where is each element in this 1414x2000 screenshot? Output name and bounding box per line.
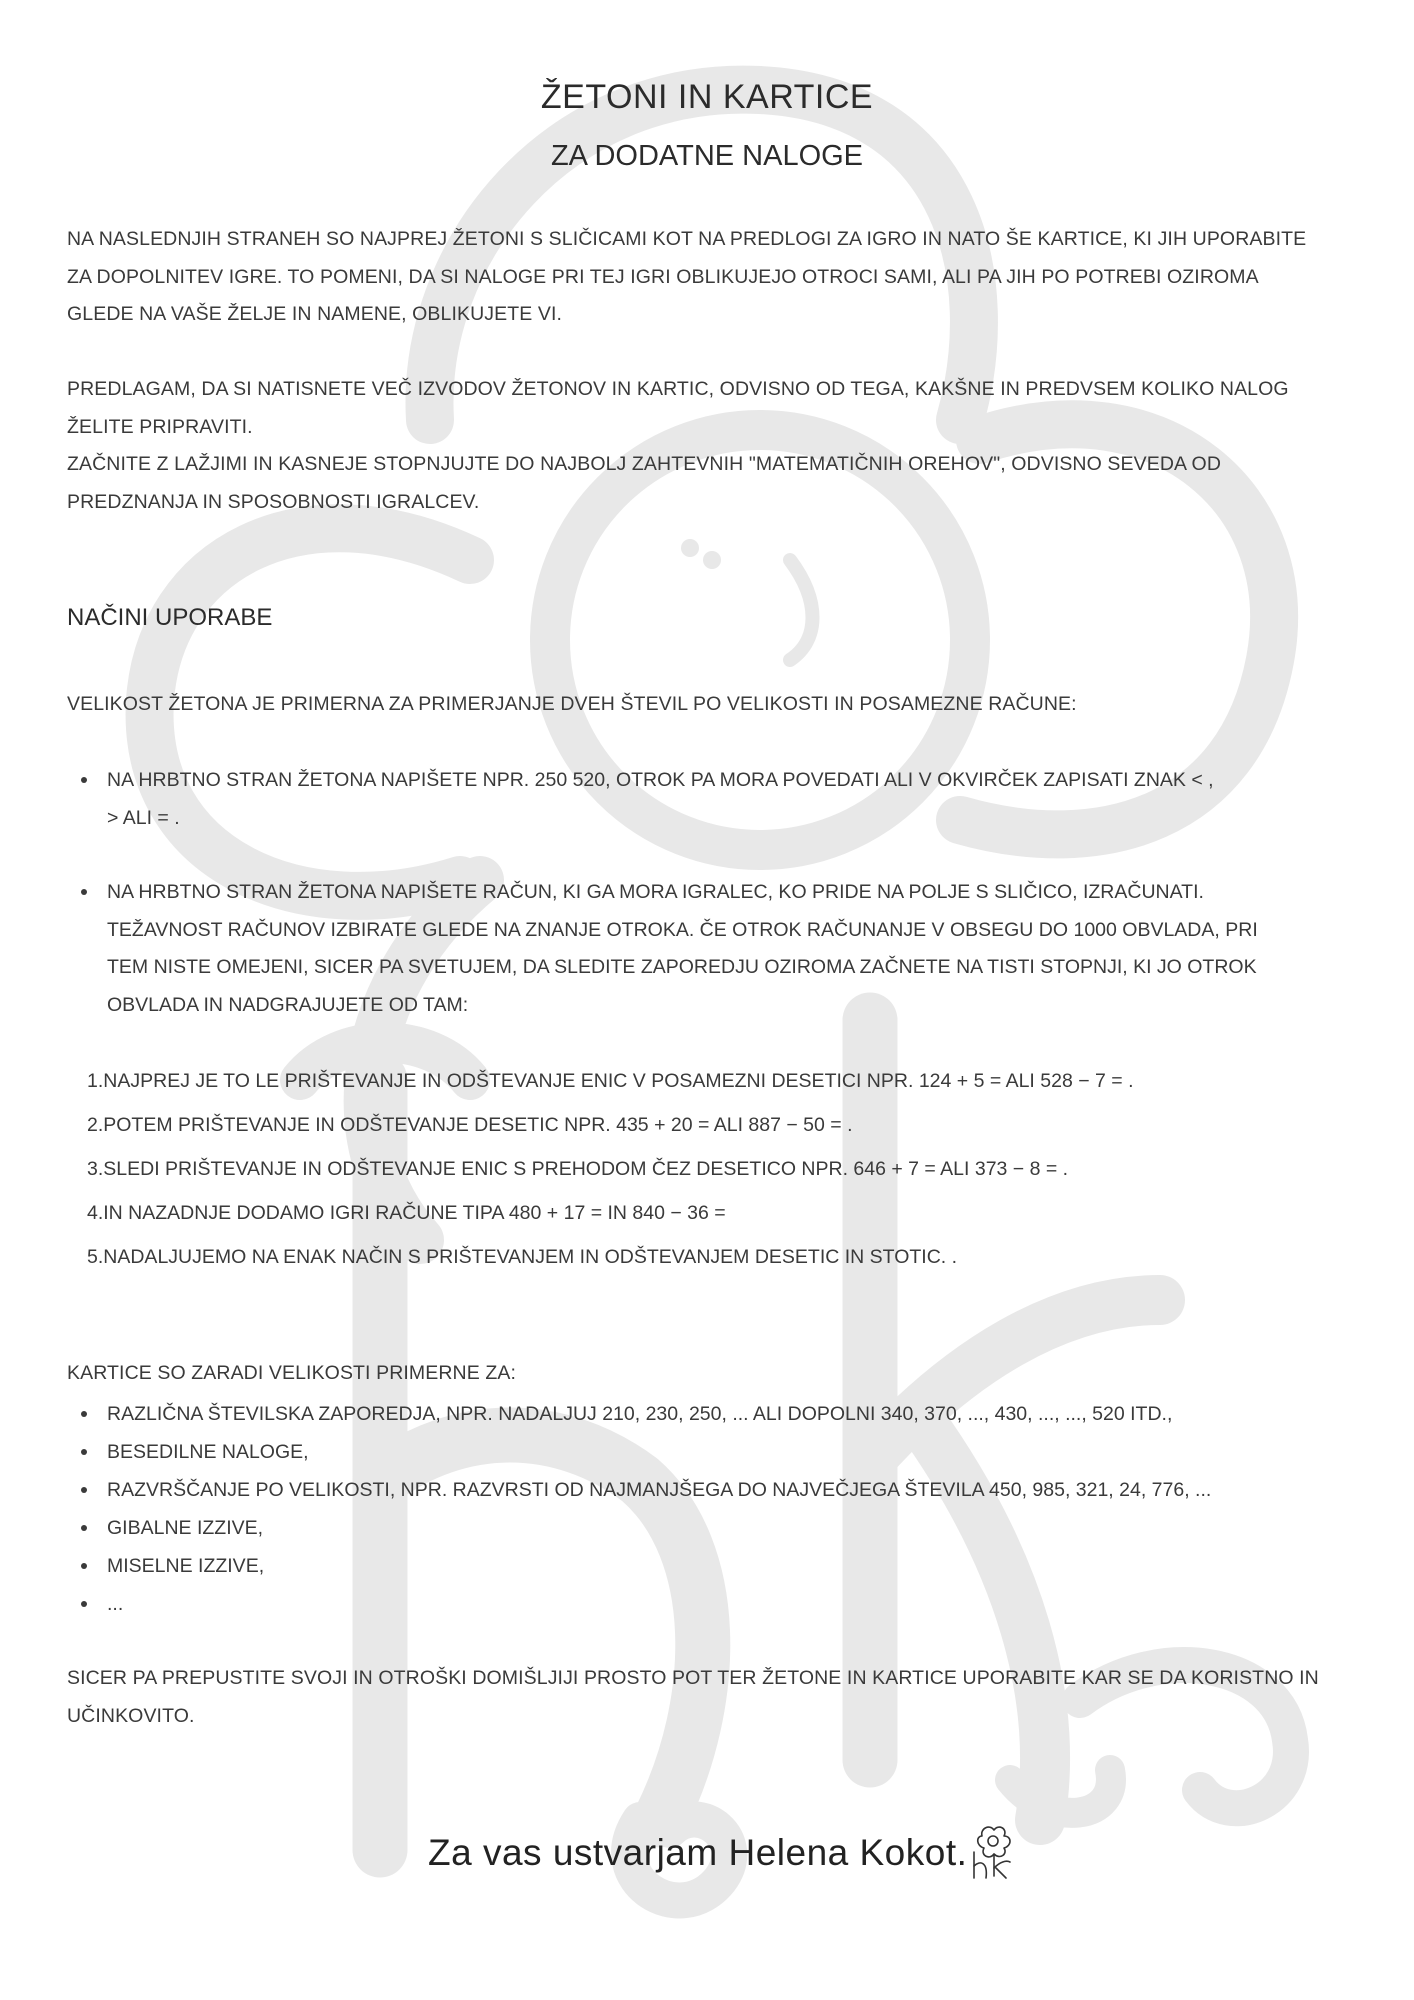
cards-intro-paragraph	[67, 1355, 1357, 1393]
bullet-icon	[81, 1525, 87, 1531]
bullet-line: TEŽAVNOST RAČUNOV IZBIRATE GLEDE NA ZNANJE OTROKA. ČE OTROK RAČUNANJE V OBSEGU DO 1000 OBVLADA, PRI	[107, 918, 1258, 941]
bullet-line: > ALI = .	[107, 806, 180, 829]
bullet-icon	[81, 777, 87, 783]
cards-intro-line: KARTICE SO ZARADI VELIKOSTI PRIMERNE ZA:	[67, 1362, 516, 1384]
card-use-text: RAZLIČNA ŠTEVILSKA ZAPOREDJA, NPR. NADALJUJ 210, 230, 250, ... ALI DOPOLNI 340, 370, ..., 430, ..., ..., 520 ITD.,	[107, 1403, 1173, 1425]
card-use-item	[107, 1476, 1211, 1504]
bullet-line: OBVLADA IN NADGRAJUJETE OD TAM:	[107, 993, 469, 1016]
token-bullet-comparison	[107, 762, 1357, 837]
card-use-item	[107, 1514, 263, 1542]
step-item: 3.SLEDI PRIŠTEVANJE IN ODŠTEVANJE ENIC S PREHODOM ČEZ DESETICO NPR. 646 + 7 = ALI 373 − 8 = .	[87, 1158, 1069, 1180]
token-size-paragraph	[67, 686, 1357, 724]
card-use-item	[107, 1438, 309, 1466]
bullet-icon	[81, 1487, 87, 1493]
card-use-text: ...	[107, 1593, 124, 1615]
hk-flower-logo-icon	[960, 1822, 1020, 1882]
bullet-line: TEM NISTE OMEJENI, SICER PA SVETUJEM, DA SLEDITE ZAPOREDJU OZIROMA ZAČNETE NA TISTI STOPNJI, KI JO OTROK	[107, 956, 1257, 978]
suggestion-line: ŽELITE PRIPRAVITI.	[67, 415, 253, 438]
intro-line: ZA DOPOLNITEV IGRE. TO POMENI, DA SI NALOGE PRI TEJ IGRI OBLIKUJEJO OTROCI SAMI, ALI PA JIH PO POTREBI OZIROMA	[67, 265, 1259, 288]
bullet-line: NA HRBTNO STRAN ŽETONA NAPIŠETE RAČUN, KI GA MORA IGRALEC, KO PRIDE NA POLJE S SLIČICO, IZRAČUNATI.	[107, 881, 1204, 903]
usage-heading: NAČINI UPORABE	[67, 604, 273, 631]
step-item: 1.NAJPREJ JE TO LE PRIŠTEVANJE IN ODŠTEVANJE ENIC V POSAMEZNI DESETICI NPR. 124 + 5 = ALI 528 − 7 = .	[87, 1070, 1134, 1092]
bullet-icon	[81, 1601, 87, 1607]
suggestion-line: PREDLAGAM, DA SI NATISNETE VEČ IZVODOV ŽETONOV IN KARTIC, ODVISNO OD TEGA, KAKŠNE IN PREDVSEM KOLIKO NALOG	[67, 378, 1289, 400]
step-item: 4.IN NAZADNJE DODAMO IGRI RAČUNE TIPA 480 + 17 = IN 840 − 36 =	[87, 1202, 726, 1224]
card-use-item	[107, 1400, 1172, 1428]
step-item: 2.POTEM PRIŠTEVANJE IN ODŠTEVANJE DESETIC NPR. 435 + 20 = ALI 887 − 50 = .	[87, 1114, 853, 1136]
token-bullet-calculation	[107, 874, 1357, 1024]
page-subtitle: ZA DODATNE NALOGE	[550, 140, 864, 172]
token-size-line: VELIKOST ŽETONA JE PRIMERNA ZA PRIMERJANJE DVEH ŠTEVIL PO VELIKOSTI IN POSAMEZNE RAČUNE:	[67, 693, 1077, 715]
card-use-item	[107, 1552, 264, 1580]
suggestion-line: ZAČNITE Z LAŽJIMI IN KASNEJE STOPNJUJTE DO NAJBOLJ ZAHTEVNIH "MATEMATIČNIH OREHOV", ODVISNO SEVEDA OD	[67, 453, 1222, 475]
intro-line: NA NASLEDNJIH STRANEH SO NAJPREJ ŽETONI S SLIČICAMI KOT NA PREDLOGI ZA IGRO IN NATO ŠE KARTICE, KI JIH UPORABITE	[67, 228, 1307, 250]
card-use-text: RAZVRŠČANJE PO VELIKOSTI, NPR. RAZVRSTI OD NAJMANJŠEGA DO NAJVEČJEGA ŠTEVILA 450, 985, 321, 24, 776, ...	[107, 1479, 1212, 1501]
closing-line: UČINKOVITO.	[67, 1704, 195, 1727]
intro-line: GLEDE NA VAŠE ŽELJE IN NAMENE, OBLIKUJETE VI.	[67, 303, 563, 325]
suggestion-line: PREDZNANJA IN SPOSOBNOSTI IGRALCEV.	[67, 490, 480, 513]
suggestion-paragraph	[67, 371, 1357, 521]
bullet-icon	[81, 1411, 87, 1417]
bullet-icon	[81, 1449, 87, 1455]
closing-paragraph	[67, 1660, 1357, 1735]
page-title: ŽETONI IN KARTICE	[540, 78, 874, 116]
closing-line: SICER PA PREPUSTITE SVOJI IN OTROŠKI DOMIŠLJIJI PROSTO POT TER ŽETONE IN KARTICE UPORABITE KAR SE DA KORISTNO IN	[67, 1667, 1319, 1689]
bullet-icon	[81, 889, 87, 895]
card-use-text: GIBALNE IZZIVE,	[107, 1517, 264, 1539]
bullet-icon	[81, 1563, 87, 1569]
step-item: 5.NADALJUJEMO NA ENAK NAČIN S PRIŠTEVANJEM IN ODŠTEVANJEM DESETIC IN STOTIC. .	[87, 1246, 958, 1268]
card-use-text: BESEDILNE NALOGE,	[107, 1441, 309, 1463]
intro-paragraph	[67, 221, 1357, 334]
card-use-text: MISELNE IZZIVE,	[107, 1555, 265, 1577]
author-signature: Za vas ustvarjam Helena Kokot.	[428, 1832, 968, 1873]
bullet-line: NA HRBTNO STRAN ŽETONA NAPIŠETE NPR. 250 520, OTROK PA MORA POVEDATI ALI V OKVIRČEK ZAPISATI ZNAK < ,	[107, 769, 1214, 791]
card-use-item	[107, 1590, 123, 1618]
